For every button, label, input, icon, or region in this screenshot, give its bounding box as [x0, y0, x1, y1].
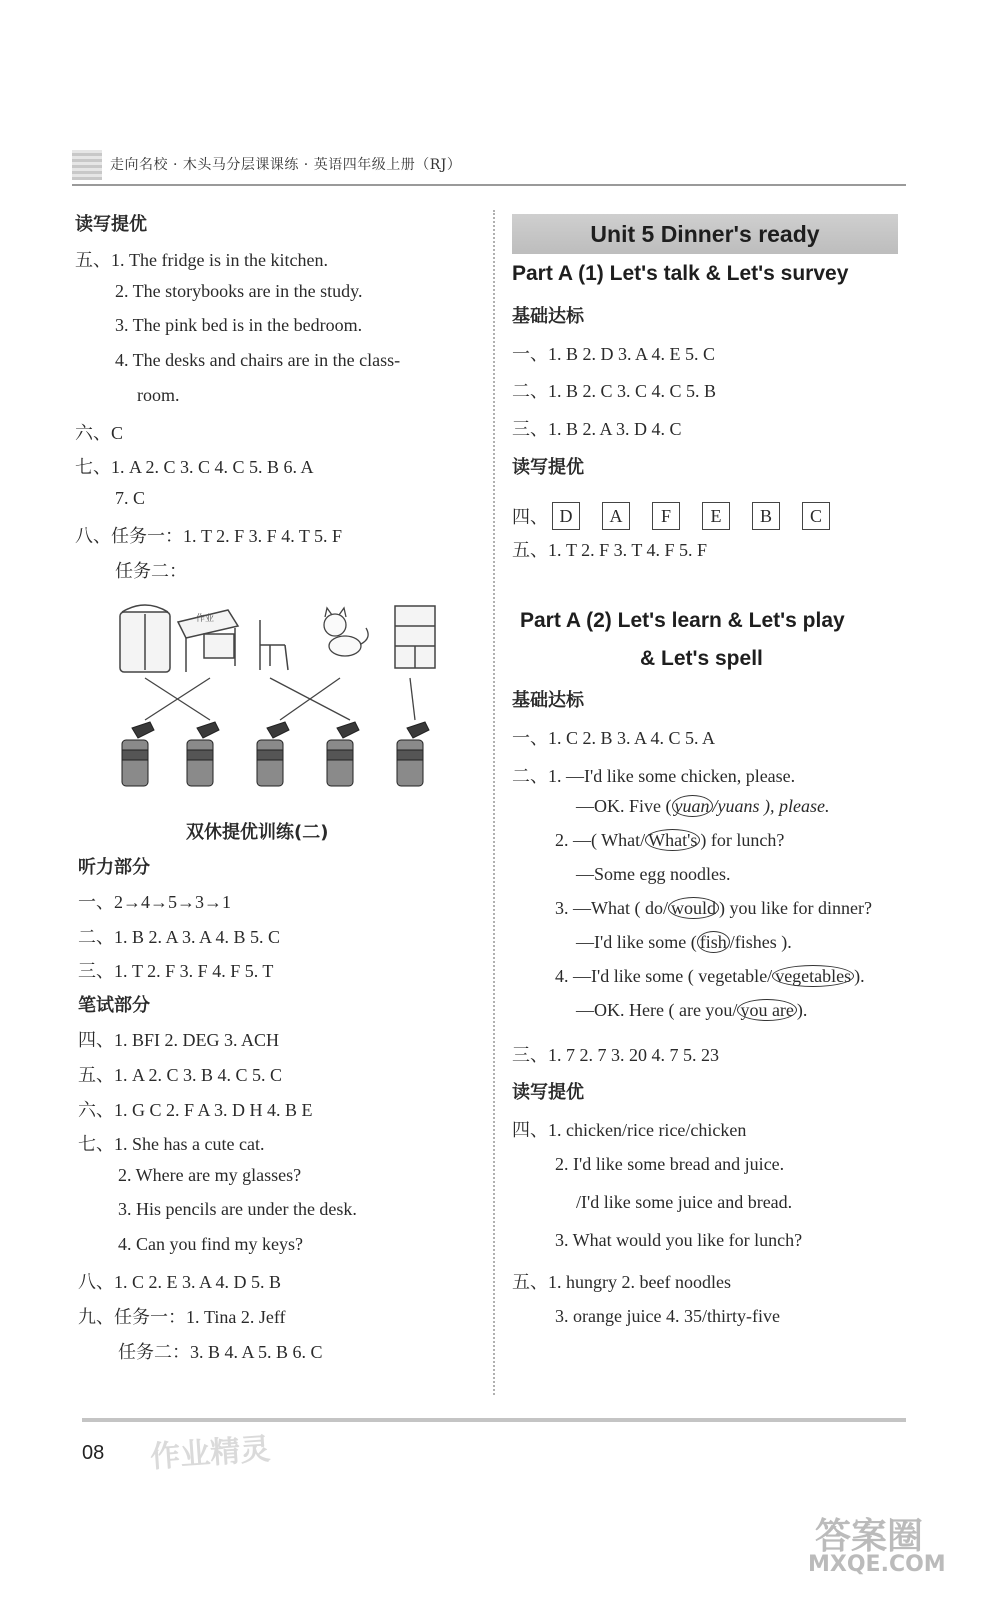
section-title: 读写提优 [512, 1082, 584, 1103]
answer-line: —OK. Five ( yuan /yuans ), please. [576, 796, 830, 816]
watermark: 答案圈 [815, 1516, 924, 1557]
part-title: Part A (2) Let's learn & Let's play [520, 609, 845, 632]
circled-answer: fish [697, 931, 730, 953]
section-title: 读写提优 [75, 214, 147, 235]
answer-line: 7. C [115, 488, 146, 508]
section-title: 读写提优 [512, 457, 584, 478]
answer-line: 三、1. B 2. A 3. D 4. C [512, 419, 682, 439]
drill-title: 双休提优训练(二) [186, 822, 329, 843]
section-title: 听力部分 [78, 857, 150, 878]
answer-box: B [752, 502, 780, 530]
answer-box: E [702, 502, 730, 530]
answer-box: C [802, 502, 830, 530]
section-title: 笔试部分 [78, 995, 150, 1016]
answer-line: 4. The desks and chairs are in the class- [115, 350, 401, 370]
answer-line: 3. orange juice 4. 35/thirty-five [555, 1306, 780, 1326]
paint-tube-icon [327, 722, 359, 786]
answer-line: /I'd like some juice and bread. [576, 1192, 793, 1212]
answer-line: 五、1. T 2. F 3. T 4. F 5. F [512, 540, 708, 560]
answer-line: —OK. Here ( are you/ you are ). [576, 1000, 808, 1020]
book-logo-icon [72, 150, 102, 180]
paint-tube-icon [397, 722, 429, 786]
answer-line: 3. What would you like for lunch? [555, 1230, 803, 1250]
answer-line: 4. Can you find my keys? [118, 1234, 303, 1254]
unit-banner [512, 214, 898, 254]
header-title: 走向名校 · 木头马分层课课练 · 英语四年级上册（RJ） [110, 157, 462, 173]
answer-line: 六、C [75, 423, 124, 443]
answer-line: 八、任务一：1. T 2. F 3. F 4. T 5. F [75, 526, 343, 546]
answer-box: F [652, 502, 680, 530]
circled-answer: would [668, 897, 719, 919]
circled-answer: you are [737, 999, 796, 1021]
answer-line: 2. I'd like some bread and juice. [555, 1154, 785, 1174]
wardrobe-icon [120, 605, 170, 672]
answer-line: 2. Where are my glasses? [118, 1165, 302, 1185]
answer-line: 五、1. A 2. C 3. B 4. C 5. C [78, 1065, 283, 1085]
footer-rule [82, 1418, 906, 1422]
circled-answer: yuan [672, 795, 713, 817]
answer-line: —Some egg noodles. [576, 864, 731, 884]
answer-line: 六、1. G C 2. F A 3. D H 4. B E [78, 1100, 313, 1120]
circled-answer: What's [645, 829, 700, 851]
answer-line: 3. The pink bed is in the bedroom. [115, 315, 363, 335]
paint-tube-icon [122, 722, 154, 786]
answer-line: 任务二：3. B 4. A 5. B 6. C [118, 1342, 323, 1362]
answer-line: 五、1. hungry 2. beef noodles [512, 1272, 731, 1292]
answer-line: 三、1. T 2. F 3. F 4. F 5. T [78, 961, 274, 981]
section-title: 基础达标 [512, 306, 584, 327]
answer-line: room. [137, 385, 180, 405]
answer-line: 一、1. C 2. B 3. A 4. C 5. A [512, 728, 716, 748]
answer-line: 2. —( What/ What's ) for lunch? [555, 830, 785, 850]
matching-illustration [110, 600, 450, 795]
answer-line: 七、1. A 2. C 3. C 4. C 5. B 6. A [75, 457, 314, 477]
answer-line: 四、1. chicken/rice rice/chicken [512, 1120, 747, 1140]
answer-line: 九、任务一：1. Tina 2. Jeff [78, 1307, 286, 1327]
page-number: 08 [82, 1442, 105, 1464]
part-title-cont: & Let's spell [640, 647, 763, 670]
section-title: 基础达标 [512, 690, 584, 711]
cabinet-icon [395, 606, 435, 668]
answer-line: 二、1. B 2. C 3. C 4. C 5. B [512, 381, 717, 401]
unit-title: Unit 5 Dinner's ready [590, 220, 820, 247]
answer-line: 一、1. B 2. D 3. A 4. E 5. C [512, 344, 716, 364]
answer-line: 2. The storybooks are in the study. [115, 281, 363, 301]
ordering-boxes [512, 502, 852, 530]
boxes-label: 四、 [512, 507, 548, 528]
answer-line: 一、2→4→5→3→1 [78, 892, 231, 912]
circled-answer: vegetables [772, 965, 854, 987]
answer-line: 五、1. The fridge is in the kitchen. [75, 250, 328, 270]
answer-line: 四、1. BFI 2. DEG 3. ACH [78, 1030, 280, 1050]
answer-line: 4. —I'd like some ( vegetable/ vegetables ). [555, 966, 865, 986]
chair-icon [260, 620, 288, 670]
answer-line: 3. His pencils are under the desk. [118, 1199, 357, 1219]
page-header [72, 148, 906, 186]
answer-line: 八、1. C 2. E 3. A 4. D 5. B [78, 1272, 282, 1292]
desk-label: 作业 [196, 614, 215, 624]
answer-line: 任务二： [115, 561, 187, 581]
cat-icon [324, 608, 368, 656]
match-lines [145, 678, 415, 720]
part-title: Part A (1) Let's talk & Let's survey [512, 262, 849, 285]
paint-tube-icon [257, 722, 289, 786]
answer-line: 3. —What ( do/ would ) you like for dinner? [555, 898, 872, 918]
answer-box: A [602, 502, 630, 530]
watermark: MXQE.COM [808, 1552, 946, 1577]
watermark: 作业精灵 [149, 1431, 272, 1476]
answer-line: 三、1. 7 2. 7 3. 20 4. 7 5. 23 [512, 1045, 719, 1065]
answer-line: 七、1. She has a cute cat. [78, 1134, 265, 1154]
column-divider [493, 210, 495, 1395]
answer-line: 二、1. —I'd like some chicken, please. [512, 766, 796, 786]
paint-tubes [122, 722, 429, 786]
answer-line: 二、1. B 2. A 3. A 4. B 5. C [78, 927, 281, 947]
paint-tube-icon [187, 722, 219, 786]
answer-box: D [552, 502, 580, 530]
answer-line: —I'd like some ( fish /fishes ). [576, 932, 792, 952]
